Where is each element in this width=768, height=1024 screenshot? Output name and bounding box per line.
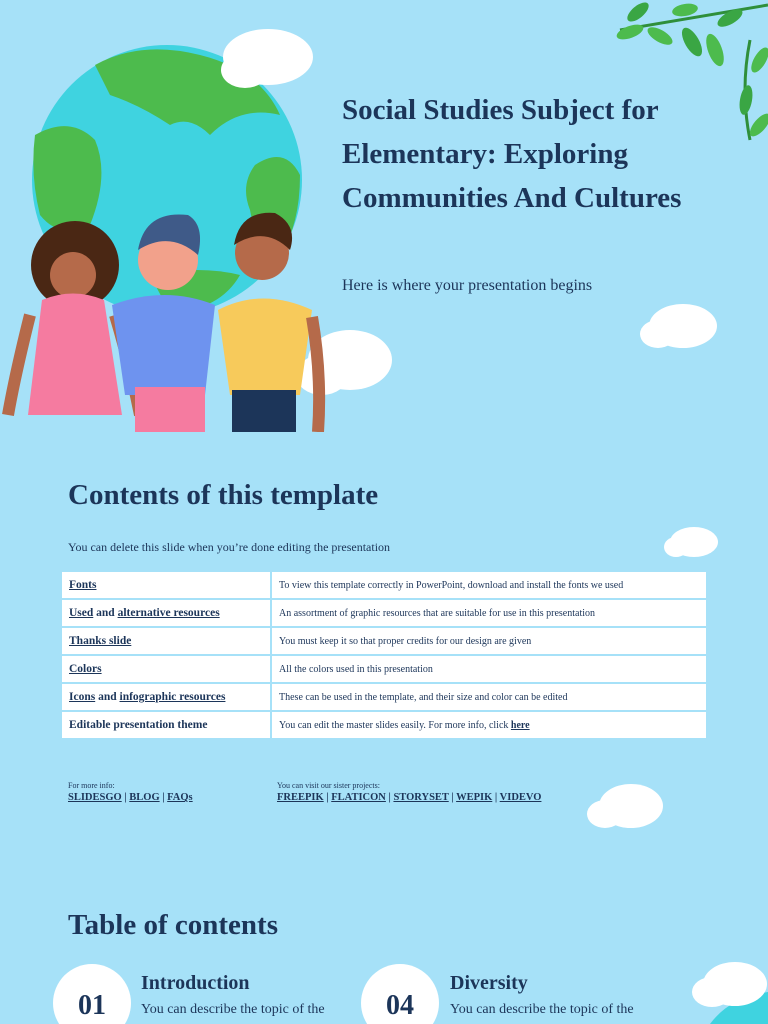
videvo-link[interactable]: VIDEVO: [499, 792, 542, 803]
toc-number-badge: 01: [53, 964, 131, 1024]
row-description: An assortment of graphic resources that are suitable for use in this presentation: [271, 599, 707, 627]
table-row: [61, 627, 707, 655]
faqs-link[interactable]: FAQs: [167, 792, 193, 803]
cloud-illustration: [638, 298, 718, 350]
row-label-text: and: [93, 607, 118, 619]
row-label-text: Editable presentation theme: [61, 711, 271, 739]
blog-link[interactable]: BLOG: [129, 792, 160, 803]
infographic-resources-link[interactable]: infographic resources: [119, 691, 226, 703]
slidesgo-link[interactable]: SLIDESGO: [68, 792, 122, 803]
sister-projects-block: You can visit our sister projects: FREEPIK | FLATICON | STORYSET | WEPIK | VIDEVO: [277, 781, 542, 803]
more-info-block: For more info: SLIDESGO | BLOG | FAQs: [68, 781, 193, 803]
title-slide: [0, 0, 768, 432]
toc-item-description: You can describe the topic of the: [141, 1002, 325, 1017]
presentation-subtitle: Here is where your presentation begins: [342, 277, 593, 294]
table-row: [61, 683, 707, 711]
used-link[interactable]: Used: [69, 607, 94, 619]
alternative-resources-link[interactable]: alternative resources: [117, 607, 220, 619]
cloud-illustration: [583, 780, 665, 830]
toc-heading: Table of contents: [68, 909, 278, 941]
flaticon-link[interactable]: FLATICON: [331, 792, 386, 803]
row-description: You must keep it so that proper credits for our design are given: [271, 627, 707, 655]
freepik-link[interactable]: FREEPIK: [277, 792, 324, 803]
table-row: [61, 599, 707, 627]
row-description: All the colors used in this presentation: [271, 655, 707, 683]
icons-link[interactable]: Icons: [69, 691, 96, 703]
contents-heading: Contents of this template: [68, 479, 379, 511]
contents-note: You can delete this slide when you’re done editing the presentation: [68, 540, 391, 554]
contents-table: [60, 570, 708, 740]
storyset-link[interactable]: STORYSET: [393, 792, 449, 803]
row-label-text: and: [95, 691, 120, 703]
toc-number-badge: 04: [361, 964, 439, 1024]
row-description: To view this template correctly in PowerPoint, download and install the fonts we used: [271, 571, 707, 599]
contents-slide: [0, 432, 768, 864]
more-info-label: For more info:: [68, 781, 115, 790]
row-description: These can be used in the template, and their size and color can be edited: [271, 683, 707, 711]
cloud-globe-illustration: [690, 952, 768, 1024]
table-row: [61, 711, 707, 739]
sister-projects-label: You can visit our sister projects:: [277, 781, 380, 790]
presentation-title: Social Studies Subject for Elementary: Exploring Communities And Cultures: [342, 94, 682, 214]
wepik-link[interactable]: WEPIK: [456, 792, 493, 803]
toc-item-title: Diversity: [450, 972, 528, 994]
table-row: [61, 655, 707, 683]
here-link[interactable]: here: [510, 719, 530, 731]
thanks-slide-link[interactable]: Thanks slide: [69, 635, 132, 647]
fonts-link[interactable]: Fonts: [69, 579, 97, 591]
row-description: You can edit the master slides easily. For more info, click: [279, 719, 511, 731]
toc-slide: [0, 864, 768, 1024]
globe-people-illustration: [0, 25, 400, 432]
table-row: [61, 571, 707, 599]
toc-item-description: You can describe the topic of the: [450, 1002, 634, 1017]
cloud-illustration: [662, 524, 718, 558]
toc-item-title: Introduction: [141, 972, 250, 994]
colors-link[interactable]: Colors: [69, 663, 102, 675]
